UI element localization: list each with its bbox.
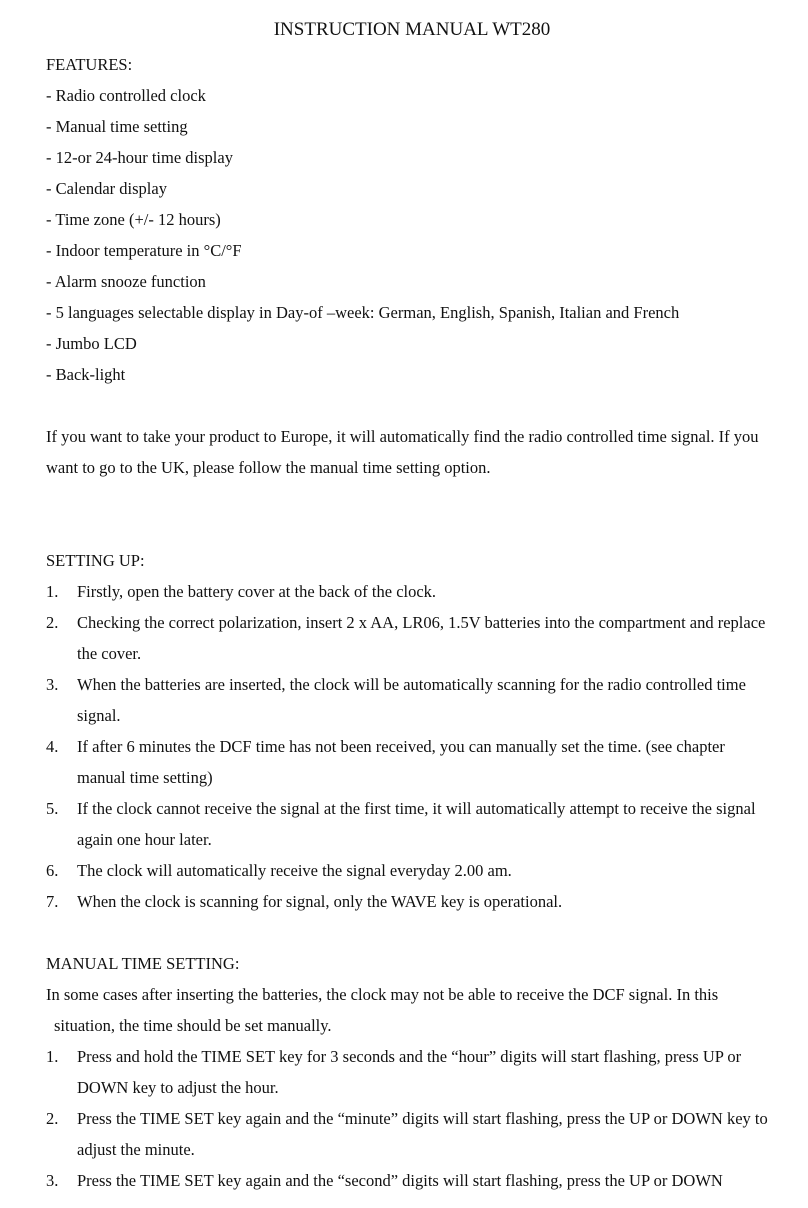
list-item <box>46 886 768 917</box>
list-item <box>46 855 768 886</box>
manual-time-heading: MANUAL TIME SETTING: <box>46 954 240 973</box>
list-item <box>46 576 768 607</box>
intro-line-1: In some cases after inserting the batteries, the clock may not be able to receive the DCF signal. In this <box>46 985 719 1004</box>
feature-item: - Indoor temperature in °C/°F <box>46 241 242 260</box>
list-item <box>46 607 768 669</box>
step-text: When the clock is scanning for signal, only the WAVE key is operational. <box>77 892 563 911</box>
step-text: Press and hold the TIME SET key for 3 seconds and the “hour” digits will start flashing, press UP or DOWN key to adjust the hour. <box>77 1047 742 1097</box>
step-text: If the clock cannot receive the signal at the first time, it will automatically attempt to receive the signal again one hour later. <box>77 799 756 849</box>
setting-up-steps <box>46 576 768 917</box>
list-item <box>46 1041 768 1103</box>
feature-item: - Back-light <box>46 365 126 384</box>
intro-line-2: situation, the time should be set manually. <box>54 1016 332 1035</box>
step-text: Press the TIME SET key again and the “second” digits will start flashing, press the UP or DOWN <box>77 1171 723 1190</box>
list-item <box>46 1103 768 1165</box>
step-number: 5. <box>46 799 59 818</box>
step-text: When the batteries are inserted, the clock will be automatically scanning for the radio controlled time signal. <box>77 675 746 725</box>
list-item <box>46 669 768 731</box>
step-text: Checking the correct polarization, insert 2 x AA, LR06, 1.5V batteries into the compartment and replace the cover. <box>77 613 766 663</box>
list-item <box>46 1165 768 1196</box>
step-number: 2. <box>46 613 59 632</box>
step-number: 2. <box>46 1109 59 1128</box>
step-number: 4. <box>46 737 59 756</box>
step-number: 1. <box>46 1047 59 1066</box>
step-text: Firstly, open the battery cover at the back of the clock. <box>77 582 437 601</box>
feature-item: - 5 languages selectable display in Day-of –week: German, English, Spanish, Italian and French <box>46 303 680 322</box>
features-section <box>46 49 768 390</box>
step-number: 3. <box>46 1171 59 1190</box>
feature-item: - 12-or 24-hour time display <box>46 148 233 167</box>
step-text: The clock will automatically receive the signal everyday 2.00 am. <box>77 861 512 880</box>
step-number: 1. <box>46 582 59 601</box>
manual-time-steps <box>46 1041 768 1196</box>
list-item <box>46 731 768 793</box>
setting-up-section <box>46 545 768 917</box>
manual-time-section <box>46 948 768 1196</box>
europe-note: If you want to take your product to Europe, it will automatically find the radio controlled time signal. If you want to go to the UK, please follow the manual time setting option. <box>46 427 759 477</box>
step-text: If after 6 minutes the DCF time has not been received, you can manually set the time. (see chapter manual time setting) <box>77 737 725 787</box>
step-number: 6. <box>46 861 59 880</box>
feature-item: - Jumbo LCD <box>46 334 137 353</box>
feature-item: - Radio controlled clock <box>46 86 206 105</box>
feature-item: - Alarm snooze function <box>46 272 206 291</box>
manual-time-intro <box>46 979 768 1041</box>
setting-up-heading: SETTING UP: <box>46 551 145 570</box>
list-item <box>46 793 768 855</box>
features-heading: FEATURES: <box>46 55 133 74</box>
step-text: Press the TIME SET key again and the “minute” digits will start flashing, press the UP or DOWN key to adjust the minute. <box>77 1109 768 1159</box>
step-number: 7. <box>46 892 59 911</box>
step-number: 3. <box>46 675 59 694</box>
page-title: INSTRUCTION MANUAL WT280 <box>273 19 551 40</box>
feature-item: - Time zone (+/- 12 hours) <box>46 210 221 229</box>
feature-item: - Manual time setting <box>46 117 188 136</box>
feature-item: - Calendar display <box>46 179 167 198</box>
